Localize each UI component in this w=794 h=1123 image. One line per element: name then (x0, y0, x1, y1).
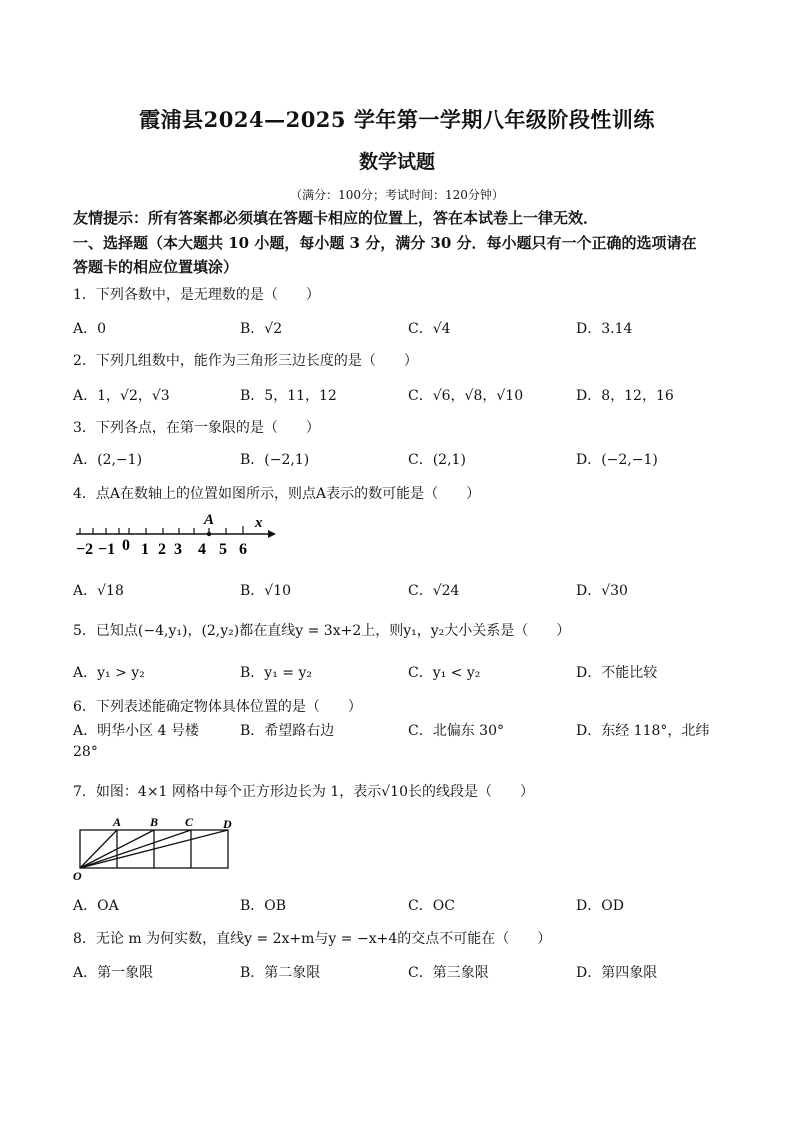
tip-text: 友情提示：所有答案都必须填在答题卡相应的位置上，答在本试卷上一律无效． (73, 209, 599, 227)
q8-option-a: A．第一象限 (73, 965, 154, 981)
tick-label-neg1: −1 (98, 541, 116, 558)
q8-option-b: B．第二象限 (240, 965, 321, 981)
q6-option-d-continued: 28° (73, 744, 98, 760)
tick-label-1: 1 (141, 541, 149, 558)
grid-label-b: B (150, 815, 159, 829)
question-1-stem: 1．下列各数中，是无理数的是（ ） (73, 287, 320, 303)
q1-option-c: C．√4 (408, 321, 451, 337)
question-7-stem: 7．如图：4×1 网格中每个正方形边长为 1，表示√10长的线段是（ ） (73, 784, 534, 800)
q1-option-d: D．3.14 (576, 321, 633, 337)
question-8-stem: 8．无论 m 为何实数，直线y = 2x+m与y = −x+4的交点不可能在（ ） (73, 931, 552, 947)
tick-label-3: 3 (174, 541, 182, 558)
q5-option-a: A．y₁ > y₂ (73, 665, 145, 681)
exam-title: 霞浦县2024—2025 学年第一学期八年级阶段性训练 (139, 107, 655, 132)
q6-option-d: D．东经 118°，北纬 (576, 723, 710, 739)
q5-option-d: D．不能比较 (576, 665, 658, 681)
q1-option-b: B．√2 (240, 321, 283, 337)
q1-option-a: A．0 (73, 321, 107, 337)
number-line-figure (72, 508, 282, 560)
q7-option-a: A．OA (73, 898, 119, 914)
q6-option-c: C．北偏东 30° (408, 723, 504, 739)
tick-label-4: 4 (198, 541, 206, 558)
tick-label-6: 6 (239, 541, 247, 558)
question-6-stem: 6．下列表述能确定物体具体位置的是（ ） (73, 699, 362, 715)
q5-option-b: B．y₁ = y₂ (240, 665, 312, 681)
grid-label-d: D (223, 817, 232, 831)
q8-option-d: D．第四象限 (576, 965, 658, 981)
question-4-stem: 4．点A在数轴上的位置如图所示，则点A表示的数可能是（ ） (73, 486, 481, 502)
q7-option-d: D．OD (576, 898, 624, 914)
q4-option-a: A．√18 (73, 583, 124, 599)
grid-label-a: A (113, 815, 122, 829)
q6-option-b: B．希望路右边 (240, 723, 335, 739)
q6-option-a: A．明华小区 4 号楼 (73, 723, 199, 739)
q4-option-d: D．√30 (576, 583, 628, 599)
section1-heading-line2: 答题卡的相应位置填涂） (73, 258, 239, 276)
grid-label-c: C (185, 815, 194, 829)
q2-option-c: C．√6，√8，√10 (408, 388, 524, 404)
tick-label-2: 2 (158, 541, 166, 558)
q4-option-b: B．√10 (240, 583, 292, 599)
q4-option-c: C．√24 (408, 583, 460, 599)
q5-option-c: C．y₁ < y₂ (408, 665, 481, 681)
point-a-marker (207, 532, 211, 536)
axis-x-label: x (255, 515, 263, 531)
grid-label-o: O (73, 869, 82, 882)
question-5-stem: 5．已知点(−4,y₁)，(2,y₂)都在直线y = 3x+2上，则y₁，y₂大小关系是（ ） (73, 623, 571, 639)
q2-option-a: A．1，√2，√3 (73, 388, 170, 404)
q3-option-a: A．(2,−1) (73, 452, 143, 468)
point-a-label: A (204, 512, 215, 528)
exam-note: （满分：100分；考试时间：120分钟） (290, 188, 504, 202)
q7-option-b: B．OB (240, 898, 287, 914)
q3-option-b: B．(−2,1) (240, 452, 310, 468)
tick-label-5: 5 (219, 541, 227, 558)
q2-option-b: B．5，11，12 (240, 388, 337, 404)
tick-label-0: 0 (122, 537, 130, 554)
section1-heading-line1: 一、选择题（本大题共 10 小题，每小题 3 分，满分 30 分．每小题只有一个正确的选项请在 (73, 234, 697, 252)
q7-option-c: C．OC (408, 898, 455, 914)
grid-figure (70, 812, 240, 882)
question-2-stem: 2．下列几组数中，能作为三角形三边长度的是（ ） (73, 353, 418, 369)
q3-option-c: C．(2,1) (408, 452, 466, 468)
q3-option-d: D．(−2,−1) (576, 452, 658, 468)
exam-subtitle: 数学试题 (358, 151, 435, 173)
question-3-stem: 3．下列各点，在第一象限的是（ ） (73, 420, 320, 436)
tick-label-neg2: −2 (76, 541, 94, 558)
q8-option-c: C．第三象限 (408, 965, 489, 981)
q2-option-d: D．8，12，16 (576, 388, 674, 404)
